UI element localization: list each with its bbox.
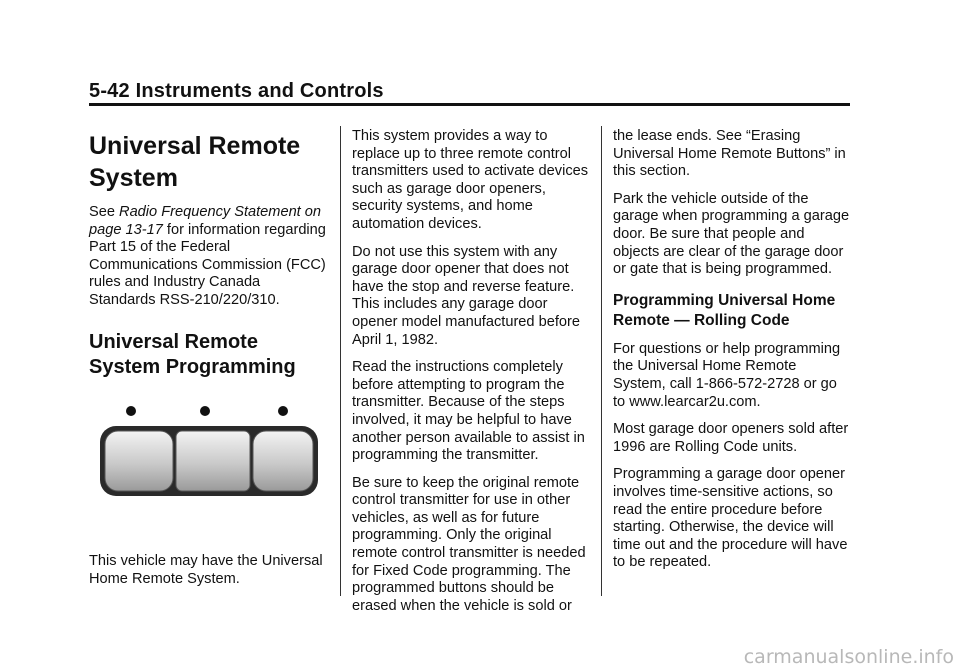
fcc-text: for information regarding Part 15 of the Federal Communications Commission (FCC) rules and Industry Canada Standards RSS-210/220/310. bbox=[89, 221, 326, 308]
watermark: carmanualsonline.info bbox=[743, 646, 954, 668]
column-3 bbox=[613, 128, 853, 582]
universal-home-remote-note: This vehicle may have the Universal Home Remote System. bbox=[89, 553, 323, 587]
page-header-title: 5-42 Instruments and Controls bbox=[89, 80, 384, 102]
fcc-paragraph bbox=[89, 204, 329, 310]
indicator-light-3-icon bbox=[278, 406, 288, 416]
column-1 bbox=[89, 130, 329, 380]
remote-button-2 bbox=[176, 431, 250, 491]
see-label: See bbox=[89, 204, 120, 220]
col3-paragraph-5: Programming a garage door opener involves time-sensitive actions, so read the entire procedure before starting. Otherwise, the device will time out and the procedure will have to be repeated. bbox=[613, 466, 848, 571]
column-2 bbox=[352, 128, 592, 625]
col3-paragraph-2: Park the vehicle outside of the garage when programming a garage door. Be sure that people and objects are clear of the garage door or gate that is being programmed. bbox=[613, 190, 850, 278]
column-1-tail bbox=[89, 553, 329, 588]
col2-paragraph-4: Be sure to keep the original remote control transmitter for use in other vehicles, as well as for future programming. Only the original remote control transmitter is needed for Fixed Code programming. The programmed buttons should be erased when the vehicle is sold or bbox=[352, 474, 586, 614]
indicator-light-1-icon bbox=[126, 406, 136, 416]
col3-paragraph-3: For questions or help programming the Universal Home Remote System, call 1-866-572-2728 or go to www.learcar2u.com. bbox=[613, 340, 841, 410]
indicator-light-2-icon bbox=[200, 406, 210, 416]
header-rule bbox=[89, 103, 850, 106]
remote-button-3 bbox=[253, 431, 313, 491]
radio-frequency-reference-link[interactable]: Radio Frequency Statement on page 13-17 bbox=[89, 204, 322, 238]
section-heading-rolling-code: Programming Universal Home Remote — Rolling Code bbox=[613, 291, 836, 329]
section-heading-programming: Universal Remote System Programming bbox=[89, 330, 296, 378]
col2-paragraph-3: Read the instructions completely before attempting to program the transmitter. Because of the steps involved, it may be helpful to have another person available to assist in programming the transmitter. bbox=[352, 359, 585, 464]
column-divider-1 bbox=[340, 126, 341, 596]
col3-paragraph-1: the lease ends. See “Erasing Universal Home Remote Buttons” in this section. bbox=[613, 128, 846, 180]
remote-button-1 bbox=[105, 431, 173, 491]
universal-remote-buttons-illustration bbox=[98, 402, 320, 500]
col2-paragraph-1: This system provides a way to replace up to three remote control transmitters used to activate devices such as garage door openers, security systems, and home automation devices. bbox=[352, 128, 589, 232]
col3-paragraph-4: Most garage door openers sold after 1996 are Rolling Code units. bbox=[613, 421, 849, 455]
column-divider-2 bbox=[601, 126, 602, 596]
col2-paragraph-2: Do not use this system with any garage door opener that does not have the stop and reverse feature. This includes any garage door opener model manufactured before April 1, 1982. bbox=[352, 243, 580, 348]
section-heading-universal-remote: Universal Remote System bbox=[89, 132, 301, 192]
